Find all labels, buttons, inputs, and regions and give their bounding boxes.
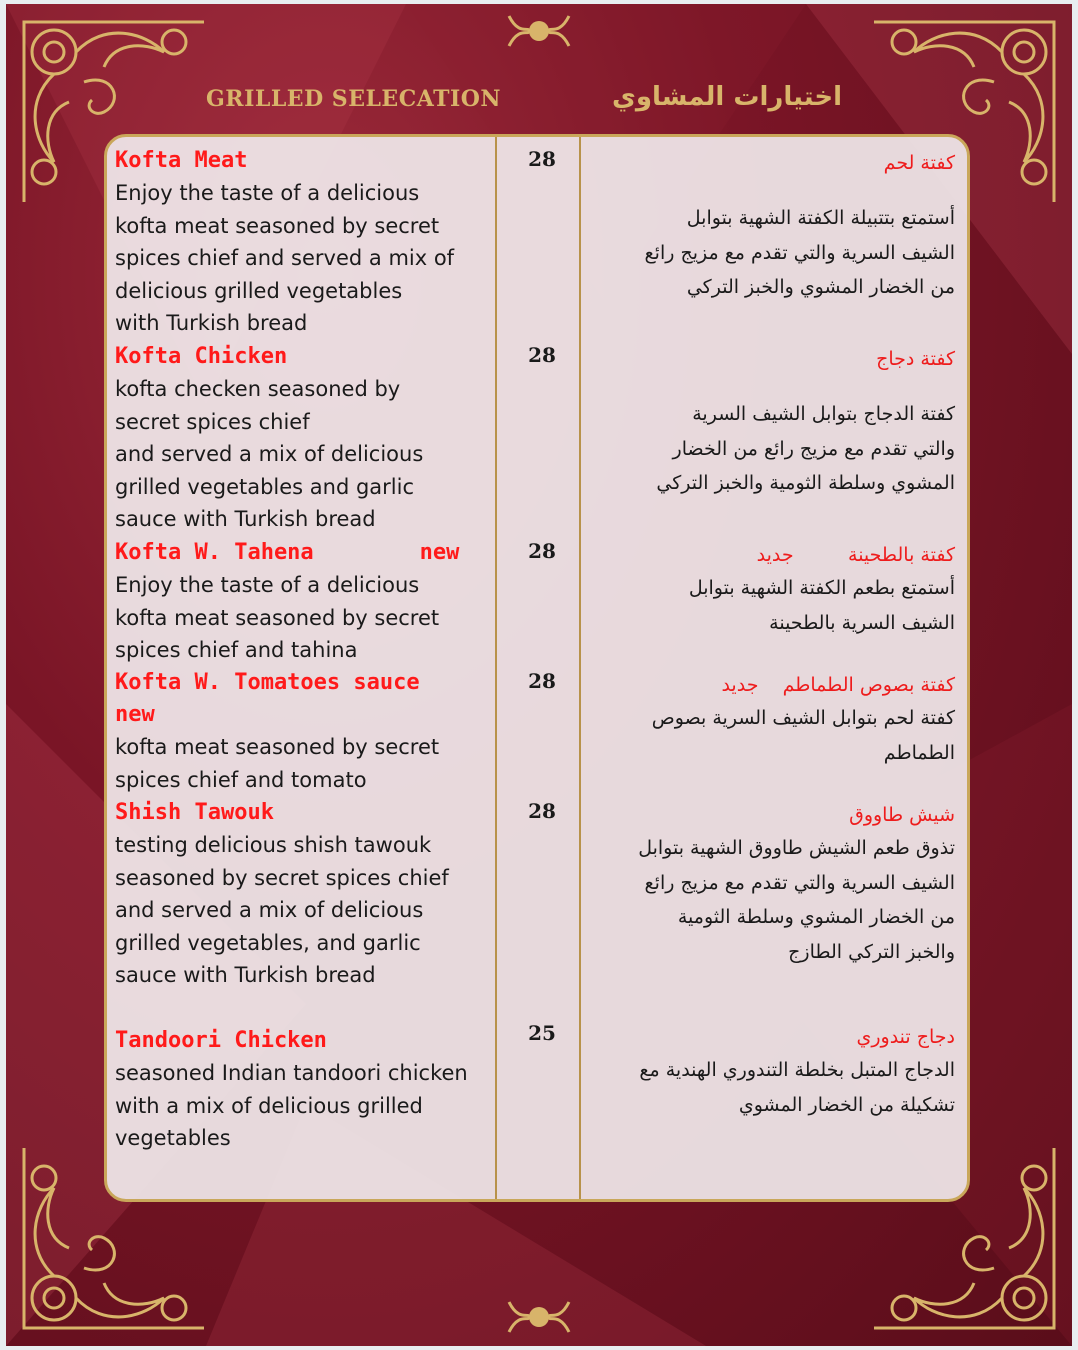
- menu-panel: [104, 134, 970, 1202]
- menu-item-ar: [575, 799, 955, 969]
- item-title-ar: كفتة لحم: [883, 152, 955, 174]
- item-desc-en: Enjoy the taste of a delicious kofta meat seasoned by secret spices chief and tahina: [115, 573, 440, 663]
- item-price: 28: [528, 343, 556, 367]
- item-price: 28: [528, 147, 556, 171]
- column-divider: [495, 137, 497, 1199]
- item-desc-ar: كفتة لحم بتوابل الشيف السرية بصوص الطماطم: [651, 707, 955, 764]
- item-title-en: Tandoori Chicken: [115, 1028, 327, 1053]
- menu-item-en: [115, 341, 495, 536]
- item-desc-ar: أستمتع بتتبيلة الكفتة الشهية بتوابل الشيف السرية والتي تقدم مع مزيج رائع من الخضار المشوي والخبز التركي: [644, 207, 955, 298]
- item-price: 28: [528, 799, 556, 823]
- item-title-ar: كفتة بصوص الطماطم جديد: [721, 674, 955, 696]
- menu-item-en: [115, 797, 495, 992]
- header-title-ar: اختيارات المشاوي: [611, 82, 842, 112]
- item-title-en: Kofta Meat: [115, 148, 248, 173]
- menu-item-en: [115, 667, 495, 796]
- menu-page: [6, 4, 1072, 1346]
- menu-item-ar: [575, 343, 955, 501]
- item-desc-en: kofta checken seasoned by secret spices chief and served a mix of delicious grilled vegetables and garlic sauce with Turkish bread: [115, 377, 424, 532]
- item-price: 25: [528, 1021, 556, 1045]
- item-title-en: Kofta W. Tahena new: [115, 540, 460, 565]
- item-desc-ar: أستمتع بطعم الكفتة الشهية بتوابل الشيف السرية بالطحينة: [688, 577, 955, 634]
- item-price: 28: [528, 539, 556, 563]
- item-desc-en: testing delicious shish tawouk seasoned by secret spices chief and served a mix of delicious grilled vegetables, and garlic sauce with Turkish bread: [115, 833, 449, 988]
- item-desc-en: kofta meat seasoned by secret spices chief and tomato: [115, 735, 440, 792]
- menu-item-en: [115, 1025, 495, 1155]
- item-title-en: Kofta W. Tomatoes sauce new: [115, 670, 420, 727]
- center-medallion-icon: [499, 6, 579, 56]
- menu-item-ar: [575, 539, 955, 640]
- item-desc-ar: كفتة الدجاج بتوابل الشيف السرية والتي تقدم مع مزيج رائع من الخضار المشوي وسلطة الثومية والخبز التركي: [656, 403, 955, 494]
- item-price: 28: [528, 669, 556, 693]
- item-desc-ar: تذوق طعم الشيش طاووق الشهية بتوابل الشيف السرية والتي تقدم مع مزيج رائع من الخضار المشوي وسلطة الثومية والخبز التركي الطازج: [638, 837, 955, 963]
- center-medallion-icon: [499, 1292, 579, 1342]
- menu-item-ar: [575, 147, 955, 305]
- item-title-ar: شيش طاووق: [849, 804, 955, 826]
- item-title-ar: دجاج تندوري: [856, 1026, 955, 1048]
- item-desc-en: Enjoy the taste of a delicious kofta meat seasoned by secret spices chief and served a mix of delicious grilled vegetables with Turkish bread: [115, 181, 455, 336]
- item-title-ar: كفتة دجاج: [876, 348, 955, 370]
- item-title-en: Kofta Chicken: [115, 344, 288, 369]
- item-desc-ar: الدجاج المتبل بخلطة التندوري الهندية مع تشكيلة من الخضار المشوي: [639, 1059, 955, 1116]
- header-title-en: GRILLED SELECATION: [206, 86, 502, 112]
- menu-item-ar: [575, 1021, 955, 1122]
- menu-item-en: [115, 145, 495, 340]
- item-title-ar: كفتة بالطحينة جديد: [756, 544, 955, 566]
- menu-item-en: [115, 537, 495, 667]
- menu-item-ar: [575, 669, 955, 770]
- item-desc-en: seasoned Indian tandoori chicken with a mix of delicious grilled vegetables: [115, 1061, 468, 1151]
- item-title-en: Shish Tawouk: [115, 800, 274, 825]
